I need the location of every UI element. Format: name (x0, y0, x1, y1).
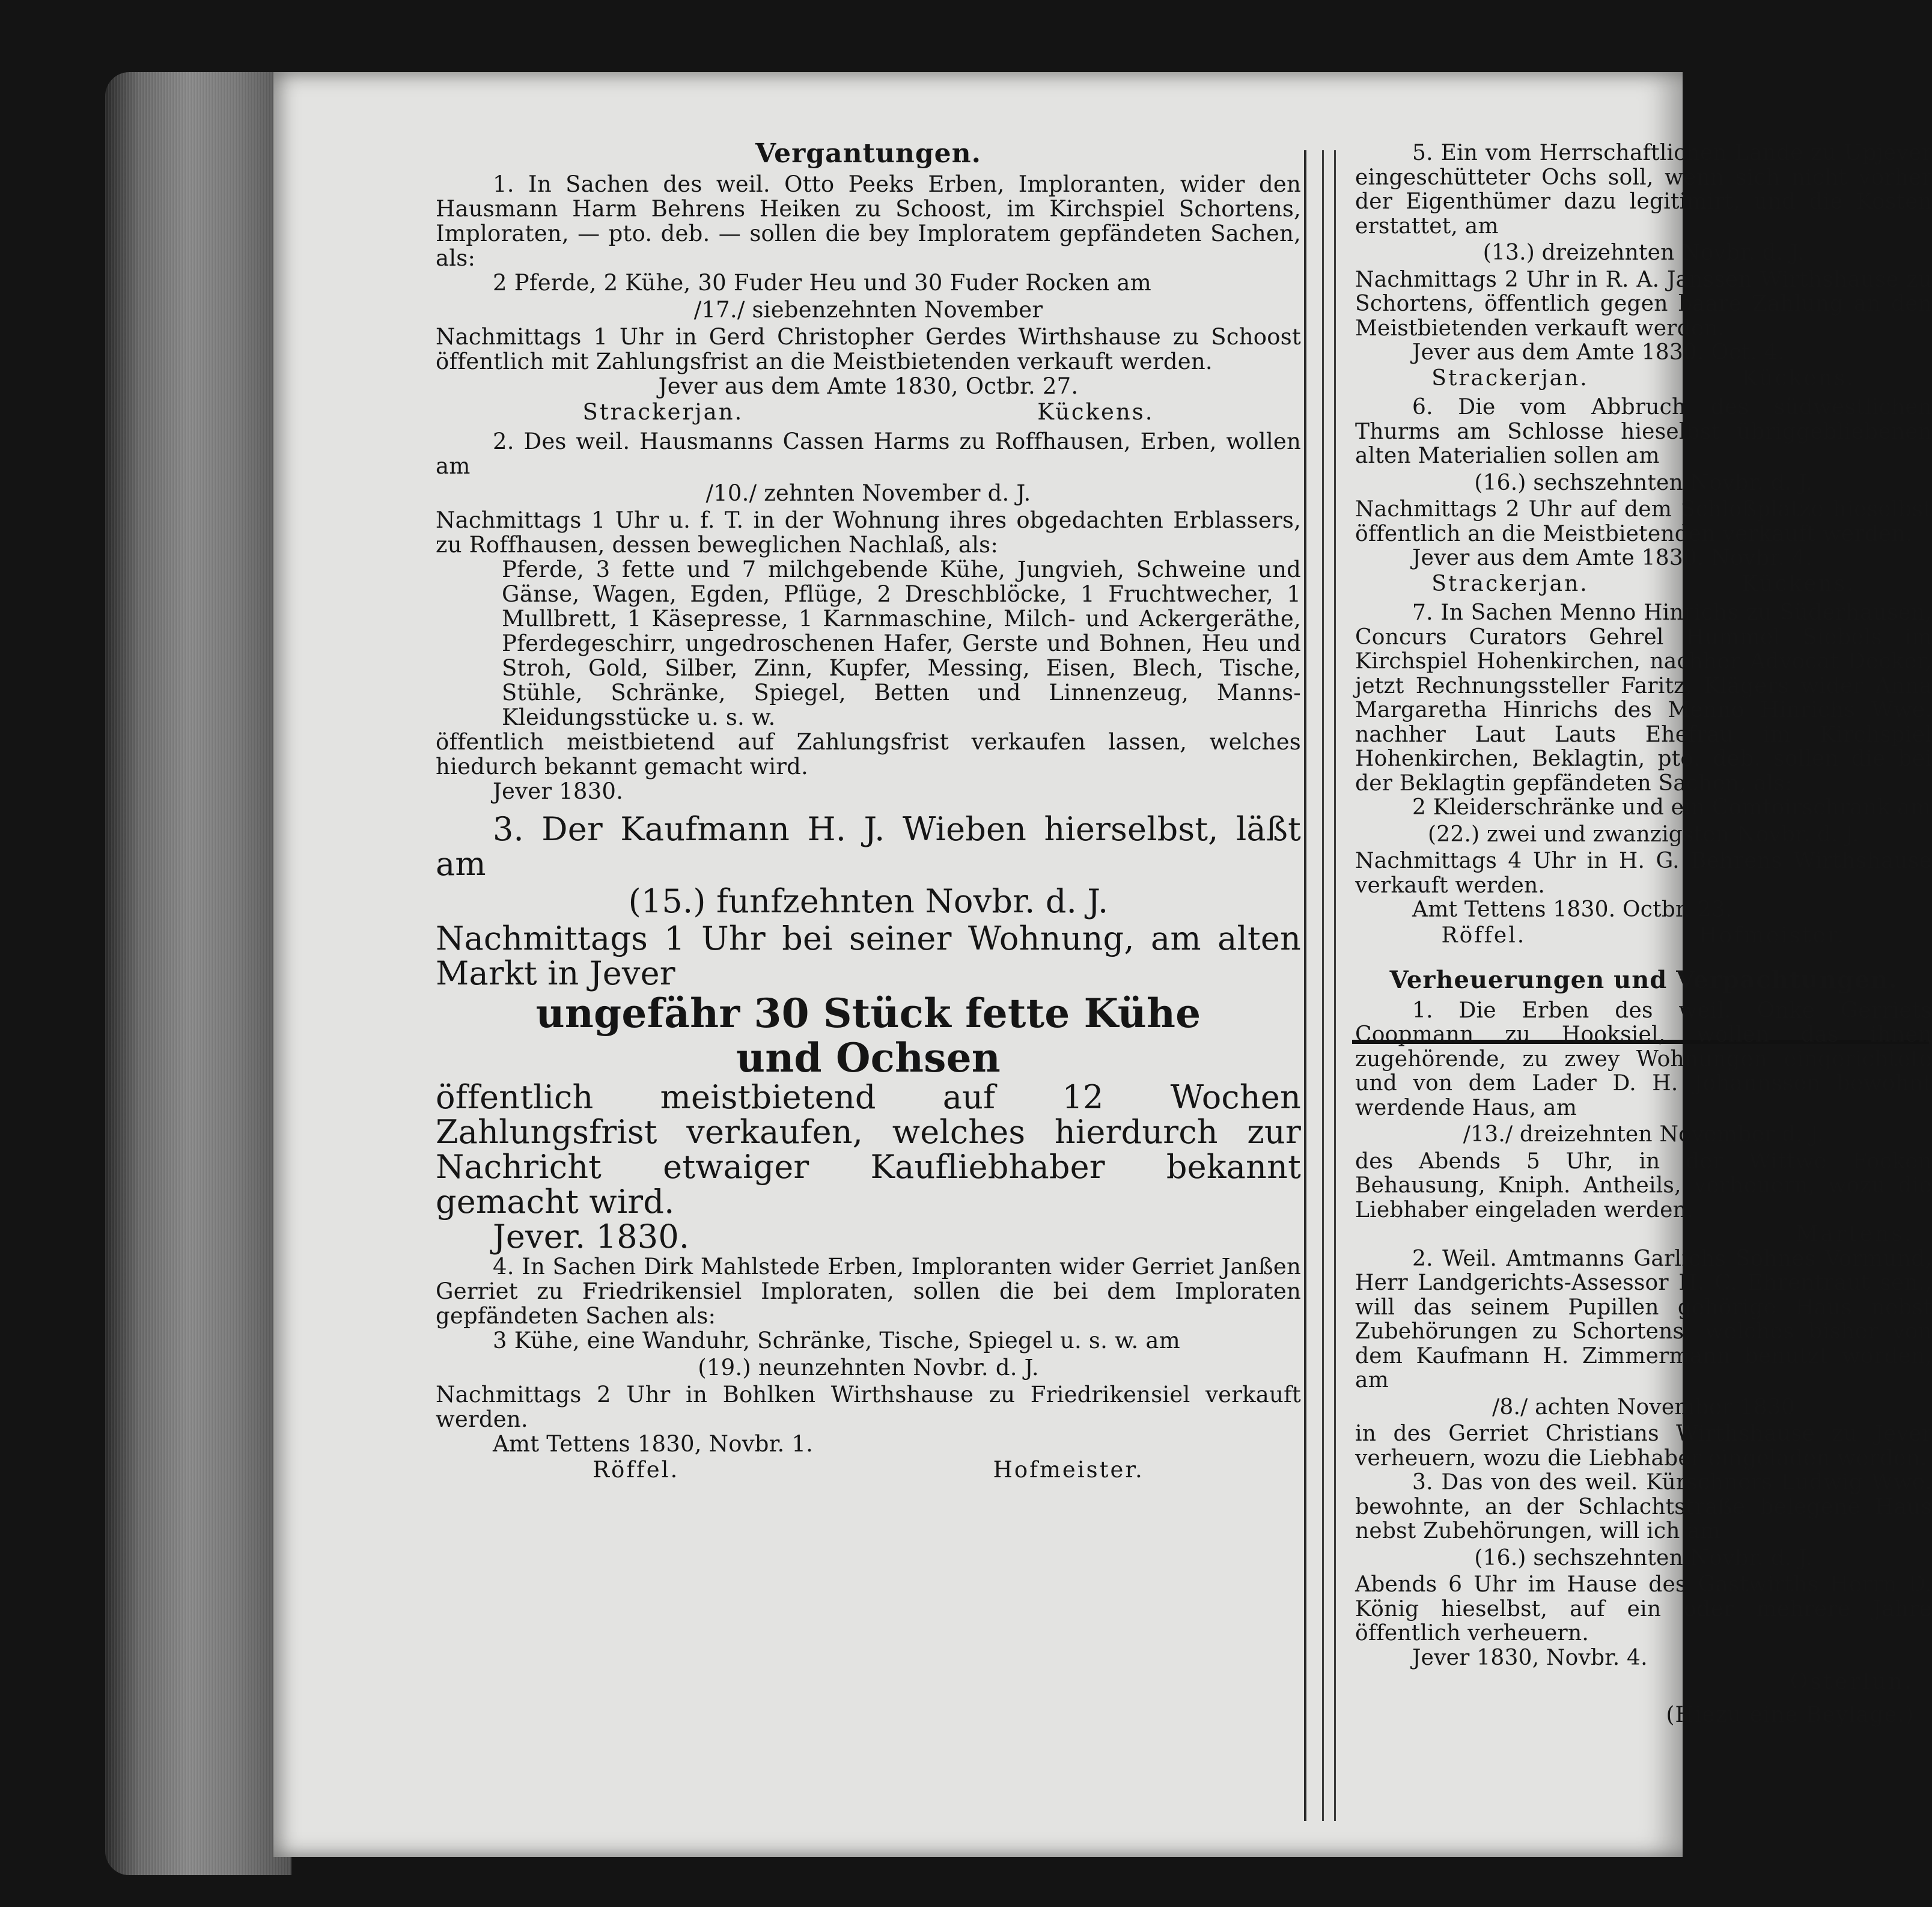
lease-3-text: 3. Das von des weil. Kürschners Ludwig Wwe. bewohnte, an der Schlachtstraße belegene Haus nebst Zubehörungen, will ich am (1355, 1470, 1932, 1543)
signature: Hofmeister. (993, 1457, 1144, 1483)
newspaper-page (273, 72, 1932, 1857)
lease-3-date: (16.) sechszehnten Novbr. d. J. (1474, 1545, 1813, 1570)
notice-3-place: Jever. 1830. (493, 1218, 690, 1256)
section-heading-verheuerungen: Verheuerungen und Verpachtungen. (1389, 966, 1898, 994)
notice-7-goods: 2 Kleiderschränke und ein Comtoirschrank am (1412, 795, 1931, 820)
notice-6-place: Jever aus dem Amte 1830. Novbr. 4. (1412, 546, 1813, 570)
signature: Röffel. (593, 1457, 680, 1483)
notice-4-signatures (436, 1457, 1301, 1482)
notice-3-headline-2: und Ochsen (736, 1034, 1001, 1081)
signature: Strackerjan. (1431, 365, 1589, 391)
notice-1-text: 1. In Sachen des weil. Otto Peeks Erben, Imploranten, wider den Hausmann Harm Behrens Heiken zu Schoost, im Kirchspiel Schortens, Imploraten, — pto. deb. — sollen die bey Imploratem gepfändeten Sachen, als: (436, 171, 1301, 271)
section-heading-vergantungen: Vergantungen. (755, 138, 981, 169)
notice-3-date: (15.) funfzehnten Novbr. d. J. (628, 882, 1109, 920)
supplement-note: (Hiezu eine Beylage.) (1666, 1702, 1914, 1727)
lease-1-date: /13./ dreizehnten November d. J. (1463, 1122, 1824, 1147)
notice-1-goods: 2 Pferde, 2 Kühe, 30 Fuder Heu und 30 Fuder Rocken am (493, 270, 1151, 296)
lease-3-signature: Osterlun. (1790, 1670, 1914, 1694)
left-column (436, 138, 1301, 1487)
notice-2-end: öffentlich meistbietend auf Zahlungsfrist verkaufen lassen, welches hiedurch bekannt gemacht wird. (436, 729, 1301, 780)
notice-6-date: (16.) sechszehnten Novbr. d. J. (1474, 470, 1813, 495)
notice-7-rest: Nachmittags 4 Uhr in H. G. Behrens Wirthshause verkauft werden. (1355, 849, 1932, 898)
column-divider (1304, 150, 1306, 1821)
notice-3-end: öffentlich meistbietend auf 12 Wochen Zahlungsfrist verkaufen, welches hierdurch zur Nachricht etwaiger Kaufliebhaber bekannt gemacht wird. (436, 1078, 1301, 1221)
notice-7-signatures (1355, 924, 1932, 948)
signature: Hofmeister. (1698, 923, 1846, 948)
notice-4-text: 4. In Sachen Dirk Mahlstede Erben, Imploranten wider Gerriet Janßen Gerriet zu Friedrikensiel Imploraten, sollen die bei dem Imploraten gepfändeten Sachen als: (436, 1254, 1301, 1329)
notice-7-date: (22.) zwei und zwanzigsten Novbr. d. J. (1427, 822, 1860, 847)
notice-4-rest: Nachmittags 2 Uhr in Bohlken Wirthshause zu Friedrikensiel verkauft werden. (436, 1382, 1301, 1432)
column-divider (1334, 150, 1336, 1821)
signature: Strackerjan. (582, 399, 744, 425)
lease-1-text: 1. Die Erben des weil. Onke Gerriets Coopmann zu Hooksiel, wollen das ihnen zugehörende, zu zwey Wohnungen eingerichtete und von dem Lader D. H. Johannssen bewohnt werdende Haus, am (1355, 998, 1932, 1120)
notice-7-place: Amt Tettens 1830. Octbr. 23. (1412, 897, 1732, 922)
notice-4-date: (19.) neunzehnten Novbr. d. J. (698, 1355, 1039, 1381)
signature: Kückens. (1742, 571, 1856, 596)
notice-3-rest: Nachmittags 1 Uhr bei seiner Wohnung, am alten Markt in Jever (436, 920, 1301, 992)
notice-1-place: Jever aus dem Amte 1830, Octbr. 27. (658, 373, 1079, 399)
notice-1-date: /17./ siebenzehnten November (693, 297, 1043, 323)
notice-6-rest: Nachmittags 2 Uhr auf dem Schloßplatze hieselbst öffentlich an die Meistbietenden verkauft werden. (1355, 497, 1932, 546)
signature: Röffel. (1441, 923, 1526, 948)
notice-3-headline: ungefähr 30 Stück fette Kühe (535, 990, 1201, 1037)
notice-3-text: 3. Der Kaufmann H. J. Wieben hierselbst, läßt am (436, 810, 1301, 883)
notice-4-goods: 3 Kühe, eine Wanduhr, Schränke, Tische, Spiegel u. s. w. am (493, 1328, 1180, 1353)
notice-5-text: 5. Ein vom Herrschaftlichen Lande zu Upjever eingeschütteter Ochs soll, wenn sich nicht vorher der Eigenthümer dazu legitimirt, und die Kosten erstattet, am (1355, 141, 1932, 239)
notice-4-place: Amt Tettens 1830, Novbr. 1. (493, 1431, 814, 1457)
notice-1-rest: Nachmittags 1 Uhr in Gerd Christopher Gerdes Wirthshause zu Schoost öffentlich mit Zahlungsfrist an die Meistbietenden verkauft werden. (436, 324, 1301, 374)
lease-3-rest: Abends 6 Uhr im Hause des Gastwirths Herrn D. König hieselbst, auf ein oder mehrere Jahre öffentlich verheuern. (1355, 1572, 1932, 1646)
notice-2-text: 2. Des weil. Hausmanns Cassen Harms zu Roffhausen, Erben, wollen am (436, 429, 1301, 479)
lease-3-place: Jever 1830, Novbr. 4. (1412, 1645, 1648, 1670)
notice-6-signatures (1355, 572, 1932, 597)
lease-2-rest: in des Gerriet Christians Wirthshause zu Jever verheuern, wozu die Liebhaber eingeladen werden. (1355, 1421, 1932, 1471)
notice-2-rest: Nachmittags 1 Uhr u. f. T. in der Wohnung ihres obgedachten Erblassers, zu Roffhausen, dessen beweglichen Nachlaß, als: (436, 507, 1301, 558)
signature: Strackerjan. (1431, 571, 1589, 596)
right-column (1355, 141, 1932, 1727)
lease-2-date: /8./ achten November 1830 (1492, 1394, 1795, 1420)
notice-5-signatures (1355, 367, 1932, 391)
notice-5-rest: Nachmittags 2 Uhr in R. A. Janssen Wirthshause zu Schortens, öffentlich gegen baare Zahlung an den Meistbietenden verkauft werden. (1355, 267, 1932, 341)
signature: Kückens. (1037, 399, 1154, 425)
lease-2-text: 2. Weil. Amtmanns Garlichs Sohnes Vormund, Herr Landgerichts-Assessor H. C. Ehrentraut sen., will das seinem Pupillen gehörige Haus nebst Zubehörungen zu Schortens, welches bisher von dem Kaufmann H. Zimmermann benutzt worden, am (1355, 1246, 1932, 1393)
notice-5-date: (13.) dreizehnten Novbr. d. J. (1483, 240, 1805, 265)
notice-2-place: Jever 1830. (493, 778, 624, 804)
notice-6-text: 6. Die vom Abbruch des südwestlichen Thurms am Schlosse hieselbst übriggebliebenen alten Materialien sollen am (1355, 395, 1932, 468)
notice-1-signatures (436, 400, 1301, 424)
column-divider (1322, 150, 1324, 1821)
notice-7-text: 7. In Sachen Menno Hinrichs zu Süderhausen, Concurs Curators Gehrel Hummel Siebels im Kirchspiel Hohenkirchen, nachher Advocat Decker, jetzt Rechnungssteller Faritz, Klägers wider Anna Margaretha Hinrichs des Menno Hinrichs Wwe. nachher Laut Lauts Ehefrau im Kirchspiel Hohenkirchen, Beklagtin, pto. deb. sollen die bei der Beklagtin gepfändeten Sachen, als: (1355, 600, 1932, 796)
notice-2-date: /10./ zehnten November d. J. (705, 480, 1031, 506)
signature: Kückens. (1742, 365, 1856, 391)
book-page-edges (105, 72, 291, 1875)
notice-2-goods: Pferde, 3 fette und 7 milchgebende Kühe, Jungvieh, Schweine und Gänse, Wagen, Egden, Pflüge, 2 Dreschblöcke, 1 Fruchtwecher, 1 Mullbrett, 1 Käsepresse, 1 Karnmaschine, Milch- und Ackergeräthe, Pferdegeschirr, ungedroschenen Hafer, Gerste und Bohnen, Heu und Stroh, Gold, Silber, Zinn, Kupfer, Messing, Eisen, Blech, Tische, Stühle, Schränke, Spiegel, Betten und Linnenzeug, Manns-Kleidungsstücke u. s. w. (502, 557, 1301, 730)
lease-1-rest: des Abends 5 Uhr, in der Wittwe Focken Behausung, Kniph. Antheils, verheuern, wozu die Liebhaber eingeladen werden. (1355, 1149, 1932, 1222)
lease-1-signature: Martens. (1796, 1222, 1914, 1246)
notice-5-place: Jever aus dem Amte 1830. Oct. 4. (1412, 340, 1785, 365)
